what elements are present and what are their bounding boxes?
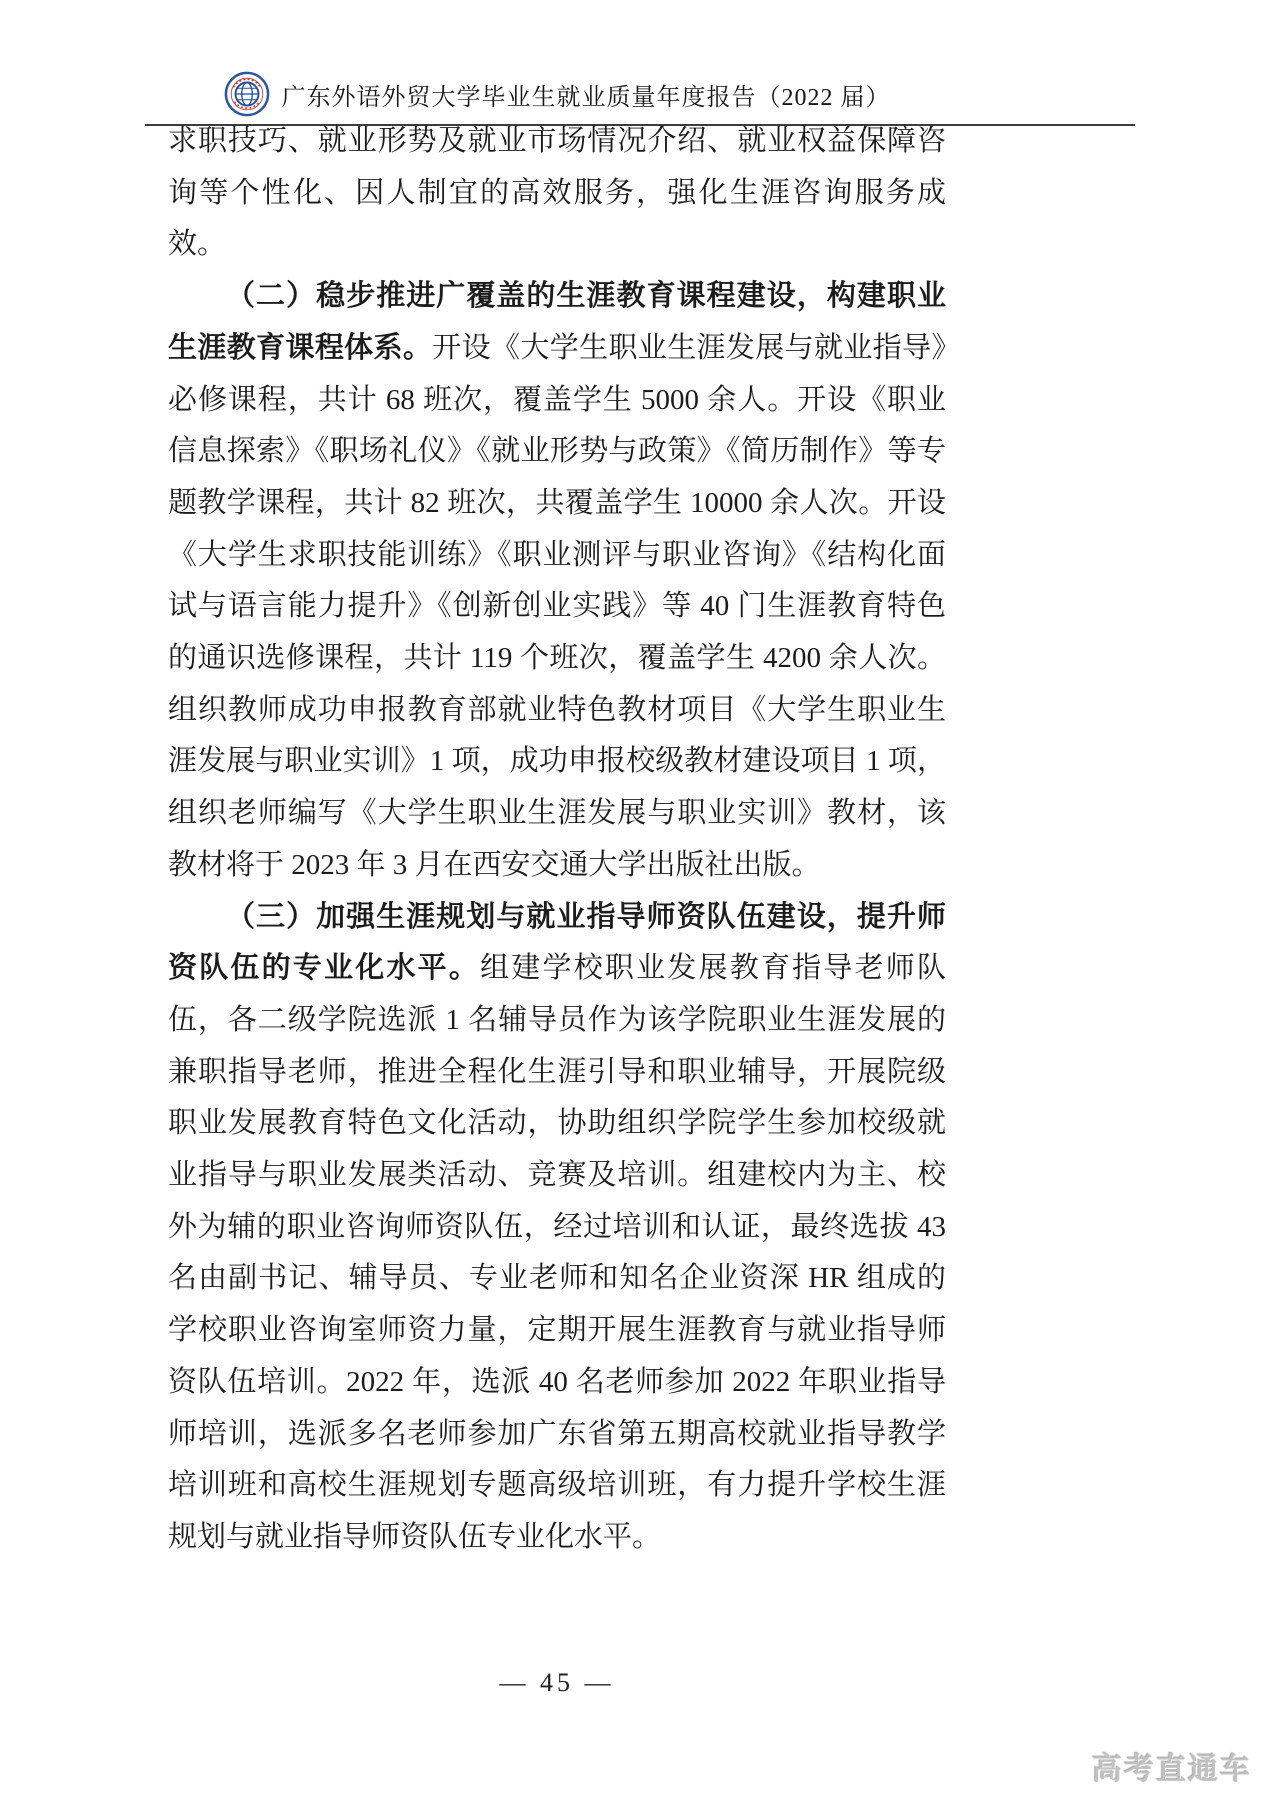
page-header-title: 广东外语外贸大学毕业生就业质量年度报告（2022 届） [281,84,891,111]
page-number: — 45 — [499,1668,615,1697]
paragraph-section-3 [168,892,946,1564]
paragraph-continuation [168,116,946,271]
paragraph-text: 组建学校职业发展教育指导老师队伍，各二级学院选派 1 名辅导员作为该学院职业生涯发展的兼职指导老师，推进全程化生涯引导和职业辅导，开展院级职业发展教育特色文化活动，协助组织学院学生参加校级就业指导与职业发展类活动、竞赛及培训。组建校内为主、校外为辅的职业咨询师资队伍，经过培训和认证，最终选拔 43 名由副书记、辅导员、专业老师和知名企业资深 HR 组成的学校职业咨询室师资力量，定期开展生涯教育与就业指导师资队伍培训。2022 年，选派 40 名老师参加 2022 年职业指导师培训，选派多名老师参加广东省第五期高校就业指导教学培训班和高校生涯规划专题高级培训班，有力提升学校生涯规划与就业指导师资队伍专业化水平。 [168,952,946,1553]
paragraph-text: 求职技巧、就业形势及就业市场情况介绍、就业权益保障咨询等个性化、因人制宜的高效服务，强化生涯咨询服务成效。 [168,125,946,261]
paragraph-lead: （三）加强生涯规划与就业指导师资队伍建设，提升师资队伍的专业化水平。 [168,900,946,985]
university-emblem-icon [224,71,270,117]
watermark-text: 高考直通车 [1092,1753,1252,1786]
paragraph-text: 开设《大学生职业生涯发展与就业指导》必修课程，共计 68 班次，覆盖学生 5000 余人。开设《职业信息探索》《职场礼仪》《就业形势与政策》《简历制作》等专题教学课程，共计 82 班次，共覆盖学生 10000 余人次。开设《大学生求职技能训练》《职业测评与职业咨询》《结构化面试与语言能力提升》《创新创业实践》等 40 门生涯教育特色的通识选修课程，共计 119 个班次，覆盖学生 4200 余人次。组织教师成功申报教育部就业特色教材项目《大学生职业生涯发展与职业实训》1 项，成功申报校级教材建设项目 1 项，组织老师编写《大学生职业生涯发展与职业实训》教材，该教材将于 2023 年 3 月在西安交通大学出版社出版。 [168,331,946,881]
paragraph-section-2 [168,271,946,891]
document-body [168,116,946,1564]
page-header [168,68,946,120]
paragraph-lead: （二）稳步推进广覆盖的生涯教育课程建设，构建职业生涯教育课程体系。 [168,280,946,364]
